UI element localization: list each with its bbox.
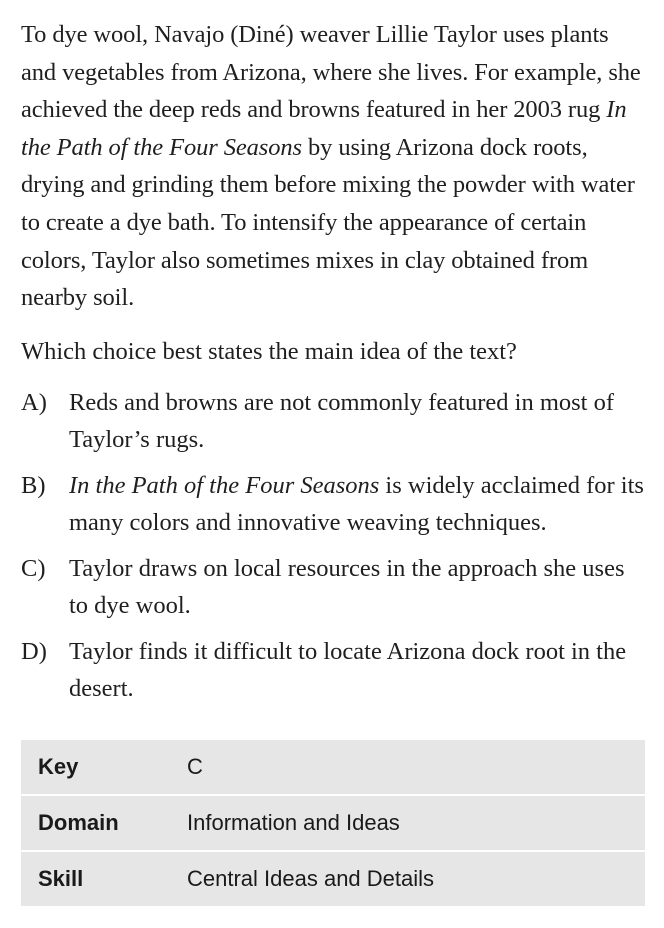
skill-row (21, 852, 645, 906)
choice-letter: B) (21, 471, 46, 499)
rug-title: In the Path of the Four Seasons (69, 471, 380, 499)
rug-title: In the Path of the Four Seasons (21, 96, 627, 161)
choice-text-rest: is widely acclaimed for its many colors and innovative weaving techniques. (69, 471, 644, 537)
domain-value: Information and Ideas (187, 810, 400, 835)
choice-b[interactable] (21, 467, 647, 542)
choice-d[interactable] (21, 633, 647, 708)
key-label: Key (38, 754, 79, 779)
question-content (21, 16, 647, 716)
domain-label: Domain (38, 810, 119, 835)
choice-text: Taylor finds it difficult to locate Arizona dock root in the desert. (69, 637, 627, 703)
passage-part-1: To dye wool, Navajo (Diné) weaver Lillie Taylor uses plants and vegetables from Arizona, where she lives. For example, she achieved the deep reds and browns featured in her 2003 rug (21, 21, 641, 124)
choice-text: Taylor draws on local resources in the approach she uses to dye wool. (69, 554, 625, 620)
choice-c[interactable] (21, 550, 647, 625)
choice-text (69, 467, 647, 542)
choice-letter: D) (21, 637, 47, 665)
answer-key-table (21, 740, 645, 908)
key-value: C (187, 754, 203, 779)
passage-text (21, 16, 647, 317)
question-prompt: Which choice best states the main idea of the text? (21, 337, 517, 365)
answer-choices (21, 384, 647, 708)
choice-a[interactable] (21, 384, 647, 459)
choice-text: Reds and browns are not commonly featured in most of Taylor’s rugs. (69, 388, 615, 454)
skill-value: Central Ideas and Details (187, 866, 435, 891)
passage-part-2: by using Arizona dock roots, drying and grinding them before mixing the powder with water to create a dye bath. To intensify the appearance of certain colors, Taylor also sometimes mixes in clay obtained from nearby soil. (21, 133, 635, 312)
choice-letter: A) (21, 388, 47, 416)
choice-letter: C) (21, 554, 46, 582)
domain-row (21, 796, 645, 850)
key-row (21, 740, 645, 794)
skill-label: Skill (38, 866, 84, 891)
